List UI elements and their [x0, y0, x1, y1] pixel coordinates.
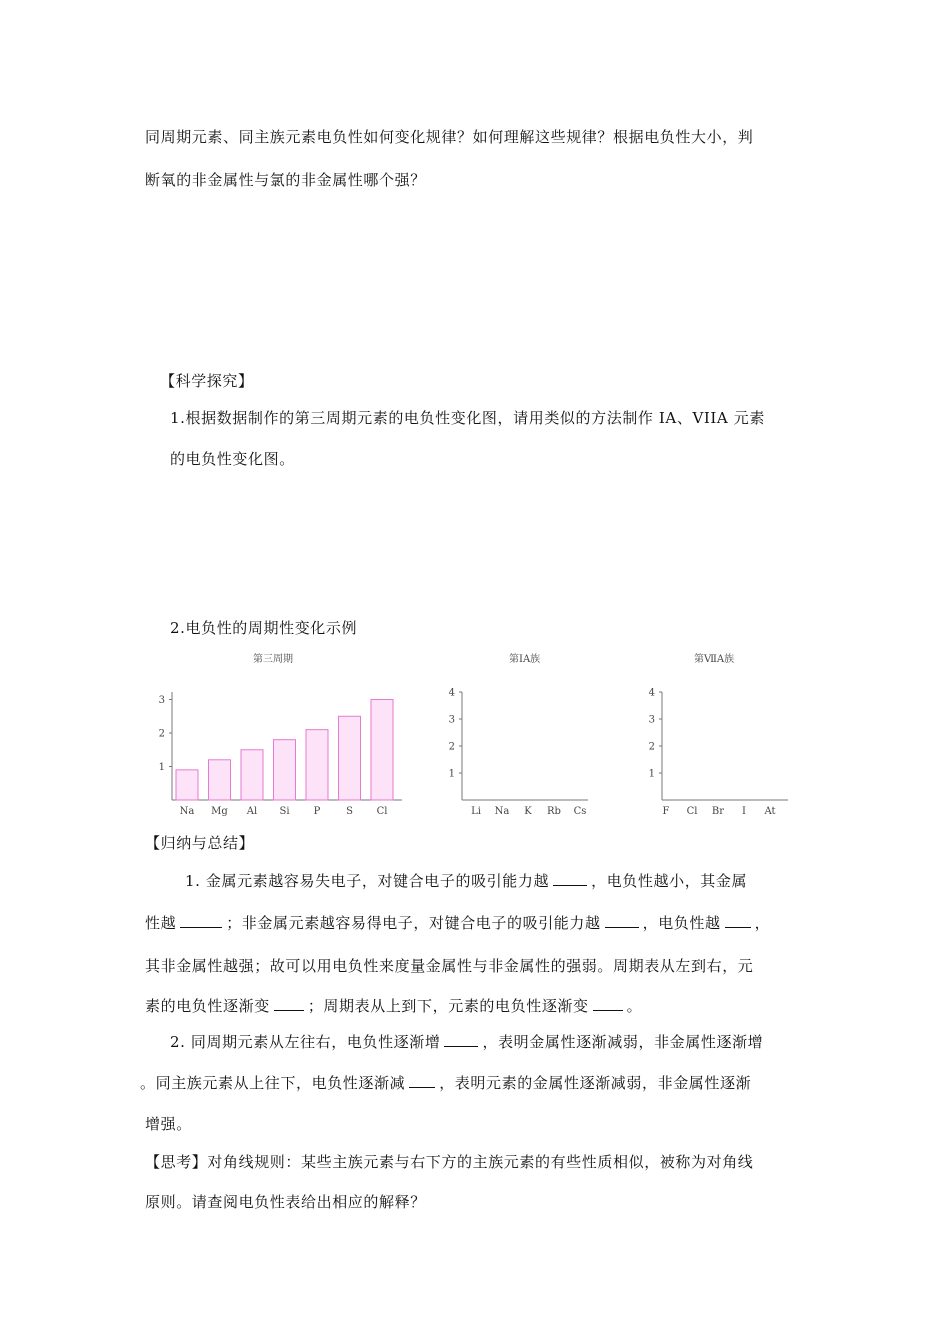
intro-line-1: 同周期元素、同主族元素电负性如何变化规律？如何理解这些规律？根据电负性大小，判: [145, 128, 754, 146]
y-tick-label: 1: [158, 762, 165, 773]
summary-p1-line-3: 其非金属性越强；故可以用电负性来度量金属性与非金属性的强弱。周期表从左到右，元: [145, 957, 754, 975]
summary-p1-line-2: [145, 913, 770, 933]
science-heading: 【科学探究】: [160, 372, 254, 390]
summary-p1-text-f: ，: [754, 914, 771, 932]
y-tick-label: 3: [648, 714, 655, 726]
y-tick-label: 2: [448, 741, 455, 753]
science-item2: 2.电负性的周期性变化示例: [170, 619, 358, 637]
bar: [241, 750, 263, 800]
x-tick-label: Na: [179, 806, 195, 817]
summary-p2-text-c: 。同主族元素从上往下，电负性逐渐减: [140, 1074, 406, 1092]
y-tick-label: 1: [448, 768, 455, 780]
summary-p1-text-e: ，电负性越: [642, 914, 721, 932]
bar: [209, 760, 231, 800]
summary-p1-text-a: 1. 金属元素越容易失电子，对键合电子的吸引能力越: [185, 872, 550, 890]
summary-p1-text-h: 素的电负性逐渐变: [145, 997, 270, 1015]
think-line-2: 原则。请查阅电负性表给出相应的解释？: [145, 1193, 426, 1211]
bar: [306, 730, 328, 800]
x-tick-label: Br: [711, 806, 725, 817]
y-tick-label: 2: [648, 741, 655, 753]
y-tick-label: 2: [158, 728, 165, 740]
x-tick-label: F: [662, 806, 670, 817]
x-tick-label: I: [742, 806, 746, 817]
y-tick-label: 4: [648, 687, 655, 699]
summary-p2-text-b: ，表明金属性逐渐减弱，非金属性逐渐增: [482, 1033, 764, 1051]
answer-blank[interactable]: [553, 871, 587, 886]
summary-p2-line-2: [140, 1073, 751, 1093]
x-tick-label: Cl: [686, 806, 698, 817]
chart-group7a: [640, 680, 810, 830]
summary-p2-text-a: 2. 同周期元素从左往右，电负性逐渐增: [170, 1033, 441, 1051]
y-tick-label: 3: [448, 714, 455, 726]
intro-line-2: 断氧的非金属性与氯的非金属性哪个强？: [145, 171, 426, 189]
summary-p1-text-c: 性越: [145, 914, 177, 932]
chart-period3: [140, 680, 420, 830]
summary-p1-line-4: [145, 996, 642, 1016]
x-tick-label: P: [313, 806, 321, 817]
summary-heading: 【归纳与总结】: [145, 834, 255, 852]
answer-blank[interactable]: [180, 913, 222, 928]
x-tick-label: Li: [471, 806, 481, 817]
x-tick-label: Na: [494, 806, 510, 817]
x-tick-label: Si: [279, 806, 290, 817]
summary-p1-line-1: [185, 871, 747, 891]
x-tick-label: At: [764, 806, 776, 817]
bar: [371, 700, 393, 801]
answer-blank[interactable]: [593, 996, 623, 1011]
chart-title-group7a: 第ⅦA族: [694, 654, 735, 665]
y-tick-label: 4: [448, 687, 455, 699]
think-line-1: 【思考】对角线规则：某些主族元素与右下方的主族元素的有些性质相似，被称为对角线: [145, 1153, 754, 1171]
bar: [176, 770, 198, 800]
x-tick-label: Rb: [547, 806, 561, 817]
answer-blank[interactable]: [444, 1032, 478, 1047]
answer-blank[interactable]: [409, 1073, 435, 1088]
x-tick-label: Al: [246, 806, 258, 817]
answer-blank[interactable]: [274, 996, 304, 1011]
answer-blank[interactable]: [605, 913, 639, 928]
y-tick-label: 3: [158, 695, 165, 706]
summary-p2-line-3: 增强。: [145, 1115, 192, 1133]
x-tick-label: S: [346, 806, 353, 817]
chart-title-group1a: 第ⅠA族: [509, 654, 541, 665]
science-item1-line-1: 1.根据数据制作的第三周期元素的电负性变化图，请用类似的方法制作 IA、VIIA 元素: [170, 409, 765, 427]
summary-p2-text-d: ，表明元素的金属性逐渐减弱，非金属性逐渐: [439, 1074, 752, 1092]
answer-blank[interactable]: [725, 913, 751, 928]
summary-p1-text-b: ，电负性越小，其金属: [591, 872, 748, 890]
bar: [339, 716, 361, 800]
x-tick-label: Cs: [573, 806, 587, 817]
summary-p1-text-i: ；周期表从上到下，元素的电负性逐渐变: [307, 997, 589, 1015]
x-tick-label: K: [524, 806, 532, 817]
chart-group1a: [440, 680, 610, 830]
summary-p1-text-j: 。: [626, 997, 643, 1015]
summary-p1-text-d: ；非金属元素越容易得电子，对键合电子的吸引能力越: [226, 914, 601, 932]
summary-p2-line-1: [170, 1032, 763, 1052]
bar: [274, 740, 296, 800]
y-tick-label: 1: [648, 768, 655, 780]
chart-title-period3: 第三周期: [253, 654, 293, 665]
x-tick-label: Cl: [376, 806, 388, 817]
x-tick-label: Mg: [211, 806, 228, 817]
science-item1-line-2: 的电负性变化图。: [170, 450, 295, 468]
